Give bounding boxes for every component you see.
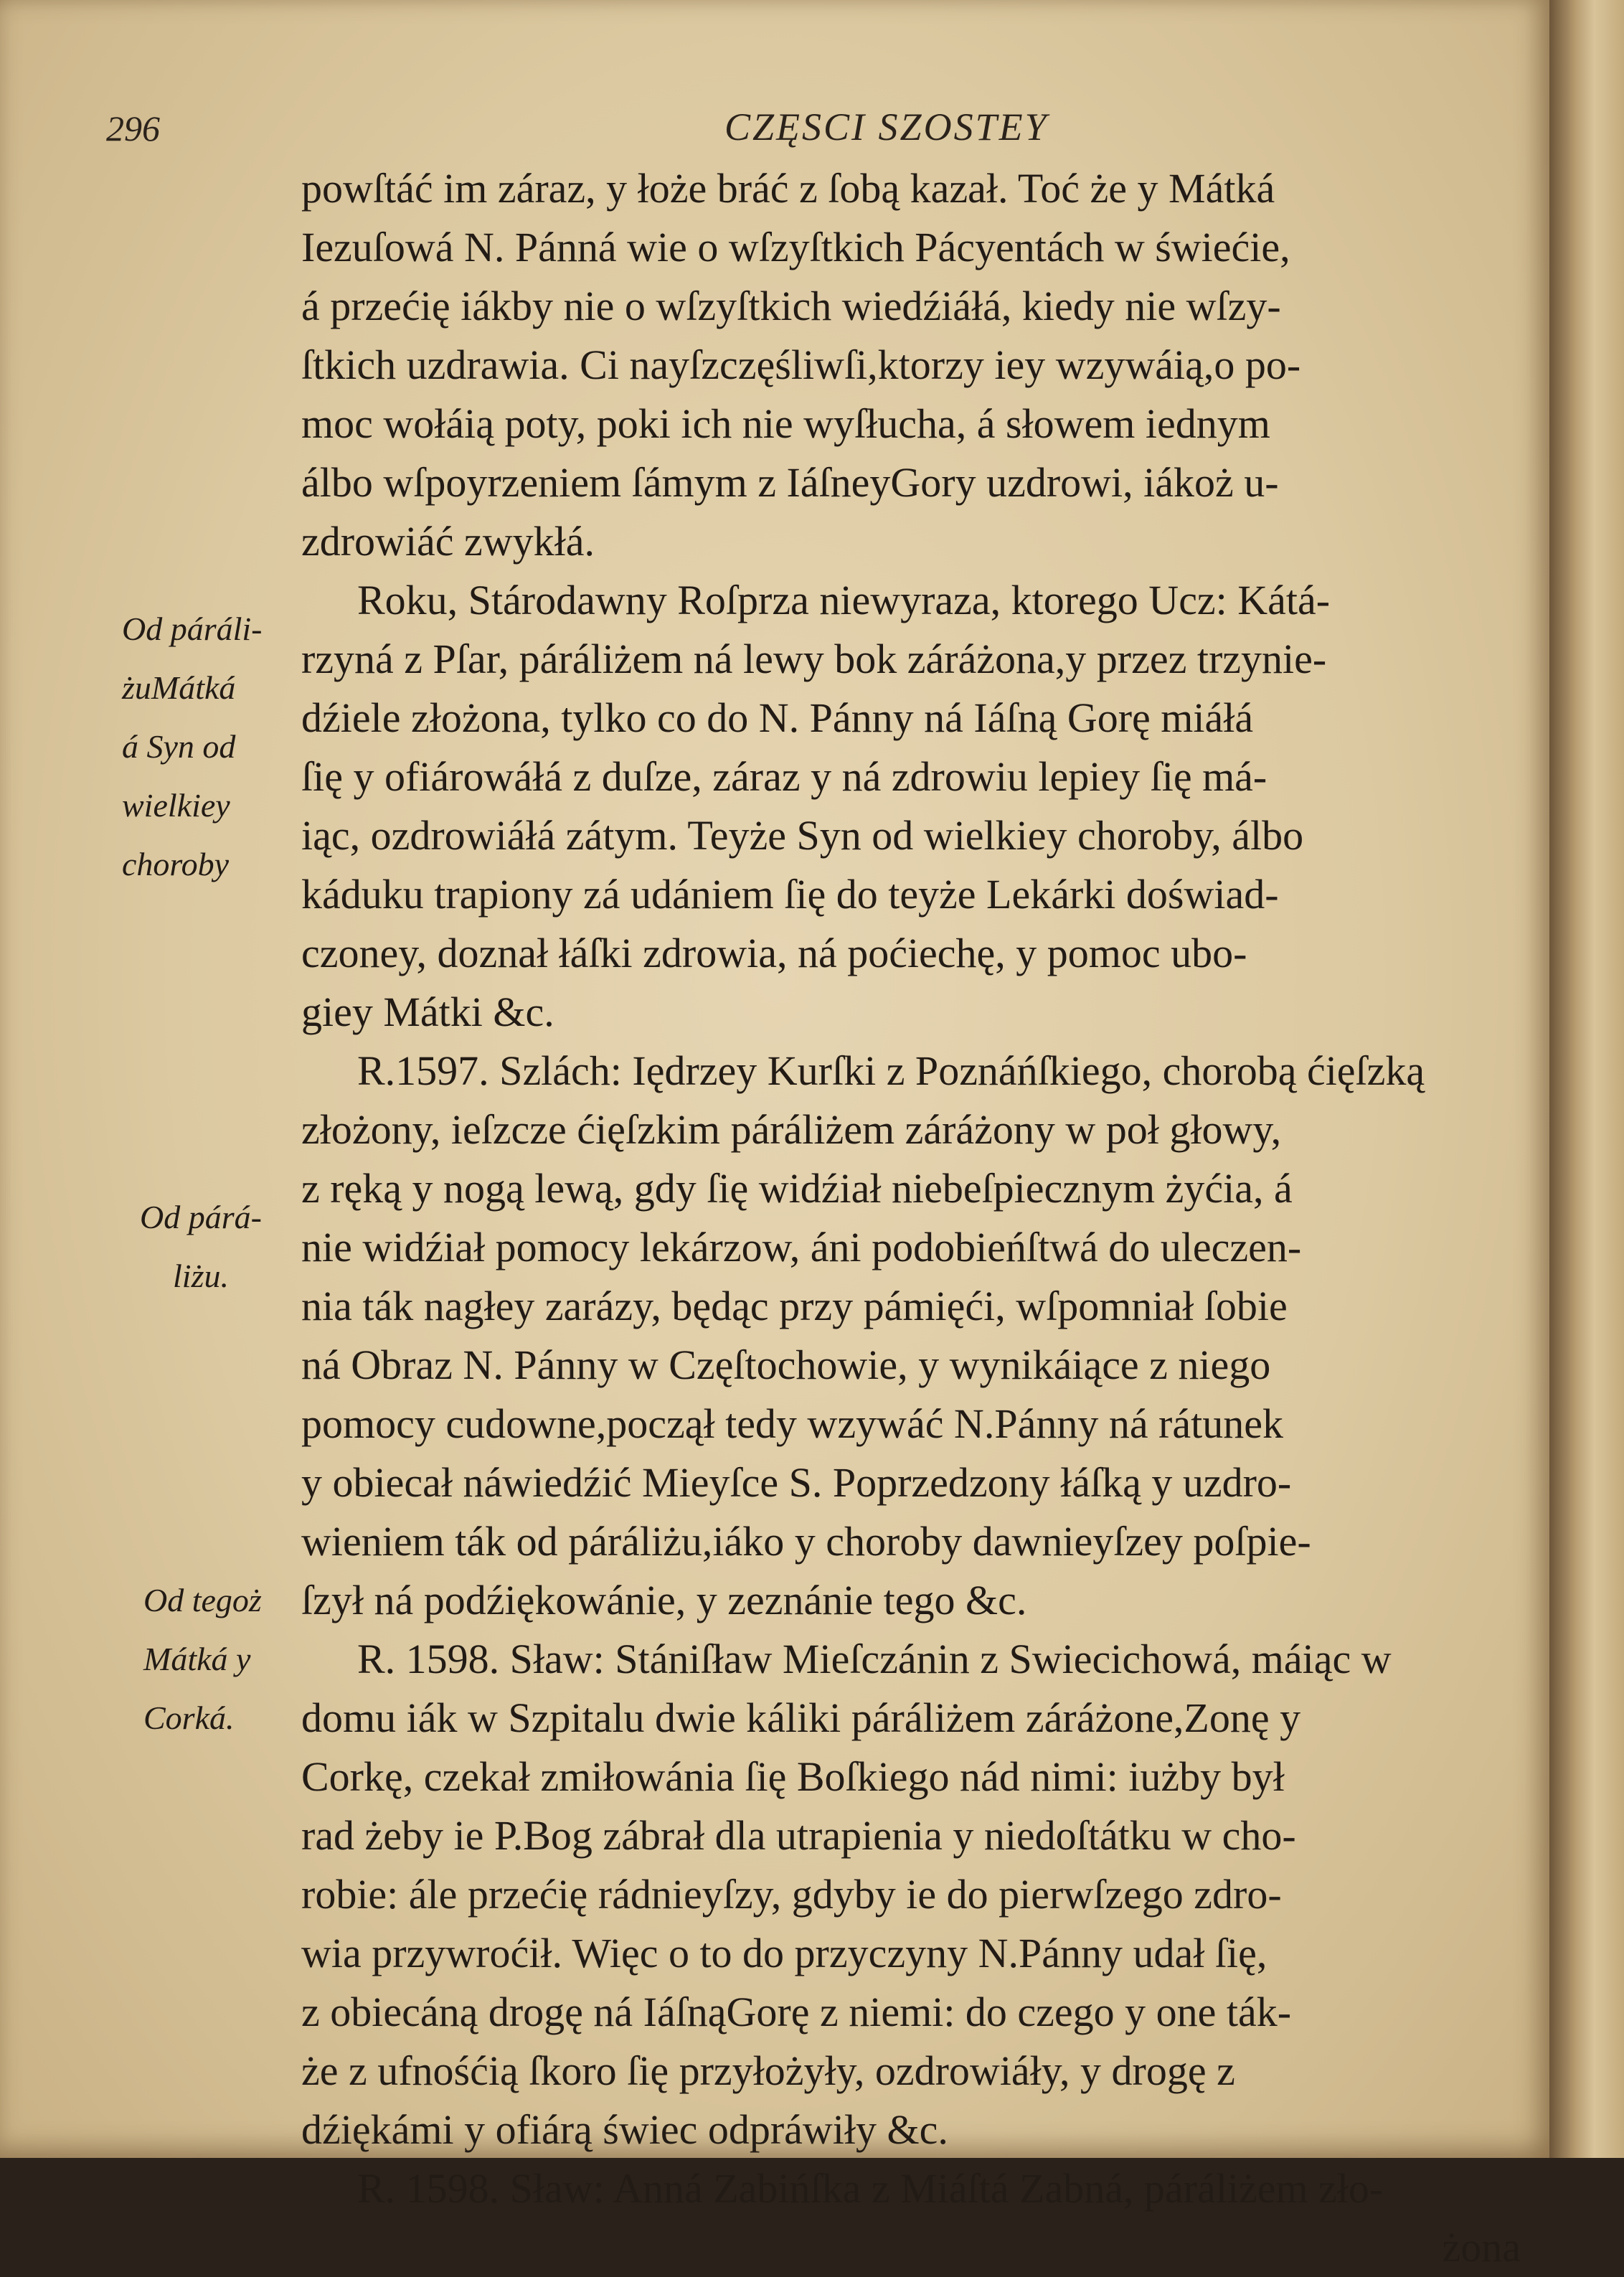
text-line: dźiękámi y ofiárą świec odpráwiły &c. [301,2106,948,2153]
margin-note-line: liżu. [173,1258,229,1294]
text-line: ſię y ofiárowáłá z duſze, záraz y ná zdrowiu lepiey ſię má- [301,753,1267,800]
margin-note-line: á Syn od [122,728,236,765]
text-line: dźiele złożona, tylko co do N. Pánny ná Iáſną Gorę miáłá [301,694,1254,741]
text-line: czoney, doznał łáſki zdrowia, ná poćiechę, y pomoc ubo- [301,930,1247,976]
margin-note-line: choroby [122,846,230,882]
margin-note-line: Corká. [143,1700,235,1736]
text-line: Corkę, czekał zmiłowánia ſię Boſkiego nád nimi: iużby był [301,1753,1285,1800]
text-line: ſzył ná podźiękowánie, y zeznánie tego &c. [301,1577,1027,1623]
text-line: giey Mátki &c. [301,989,554,1035]
text-line: pomocy cudowne,począł tedy wzywáć N.Pánny ná rátunek [301,1400,1283,1447]
margin-note-line: Od párá- [140,1199,262,1235]
margin-note-line: Od tegoż [143,1582,262,1618]
margin-note-line: Od páráli- [122,610,263,647]
text-line: R.1597. Szlách: Iędrzey Kurſki z Poznáńſkiego, chorobą ćięſzką [357,1047,1425,1094]
text-line: y obiecał náwiedźić Mieyſce S. Poprzedzony łáſką y uzdro- [301,1459,1292,1506]
text-line: á przećię iákby nie o wſzyſtkich wiedźiáłá, kiedy nie wſzy- [301,283,1281,329]
margin-note-line: żuMátká [122,669,236,706]
text-line: robie: ále przećię rádnieyſzy, gdyby ie do pierwſzego zdro- [301,1871,1282,1918]
text-line: rzyná z Pſar, páráliżem ná lewy bok záráżona,y przez trzynie- [301,636,1327,682]
text-line: moc wołáią poty, poki ich nie wyſłucha, á słowem iednym [301,400,1270,447]
text-line: nia ták nagłey zarázy, będąc przy pámięći, wſpomniał ſobie [301,1283,1288,1329]
text-line: Roku, Stárodawny Roſprza niewyraza, ktorego Ucz: Kátá- [357,577,1331,623]
text-line: ſtkich uzdrawia. Ci nayſzczęśliwſi,ktorzy iey wzywáią,o po- [301,341,1301,388]
text-line: nie widźiał pomocy lekárzow, áni podobieńſtwá do uleczen- [301,1224,1302,1270]
text-line: káduku trapiony zá udániem ſię do teyże Lekárki doświad- [301,871,1279,918]
text-line: R. 1598. Sław: Anná Zabińſka z Miáſtá Zabná, páráliżem zło- [357,2165,1384,2212]
text-line: Iezuſowá N. Pánná wie o wſzyſtkich Pácyentách w świećie, [301,224,1290,270]
text-line: iąc, ozdrowiáłá zátym. Teyże Syn od wielkiey choroby, álbo [301,812,1304,859]
text-line: zdrowiáć zwykłá. [301,518,595,565]
running-head: CZĘSCI SZOSTEY [724,105,1049,148]
text-line: álbo wſpoyrzeniem ſámym z IáſneyGory uzdrowi, iákoż u- [301,459,1279,506]
text-line: z ręką y nogą lewą, gdy ſię widźiał niebeſpiecznym żyćia, á [301,1165,1293,1212]
margin-note [143,1571,308,1748]
text-line: z obiecáną drogę ná IáſnąGorę z niemi: do czego y one ták- [301,1989,1292,2035]
text-line: domu iák w Szpitalu dwie káliki páráliżem záráżone,Zonę y [301,1694,1301,1741]
text-line: ná Obraz N. Pánny w Częſtochowie, y wynikáiące z niego [301,1342,1271,1388]
margin-note [115,1188,287,1306]
body-text [301,159,1521,2277]
catchword: żona [1442,2224,1521,2271]
text-line: złożony, ieſzcze ćięſzkim páráliżem záráżony w poł głowy, [301,1106,1282,1153]
text-line: rad żeby ie P.Bog zábrał dla utrapienia y niedoſtátku w cho- [301,1812,1296,1859]
margin-note [122,600,287,894]
page-number: 296 [106,108,160,148]
text-line: R. 1598. Sław: Stániſław Mieſczánin z Swiecichowá, máiąc w [357,1636,1392,1682]
book-spine-edge [1549,0,1624,2158]
margin-note-line: wielkiey [122,787,230,824]
margin-note-line: Mátká y [143,1641,251,1677]
text-line: powſtáć im záraz, y łoże bráć z ſobą kazał. Toć że y Mátká [301,165,1275,212]
text-line: wieniem ták od páráliżu,iáko y choroby dawnieyſzey poſpie- [301,1518,1311,1565]
text-line: wia przywroćił. Więc o to do przyczyny N.Pánny udał ſię, [301,1930,1267,1976]
text-line: że z ufnośćią ſkoro ſię przyłożyły, ozdrowiáły, y drogę z [301,2047,1235,2094]
